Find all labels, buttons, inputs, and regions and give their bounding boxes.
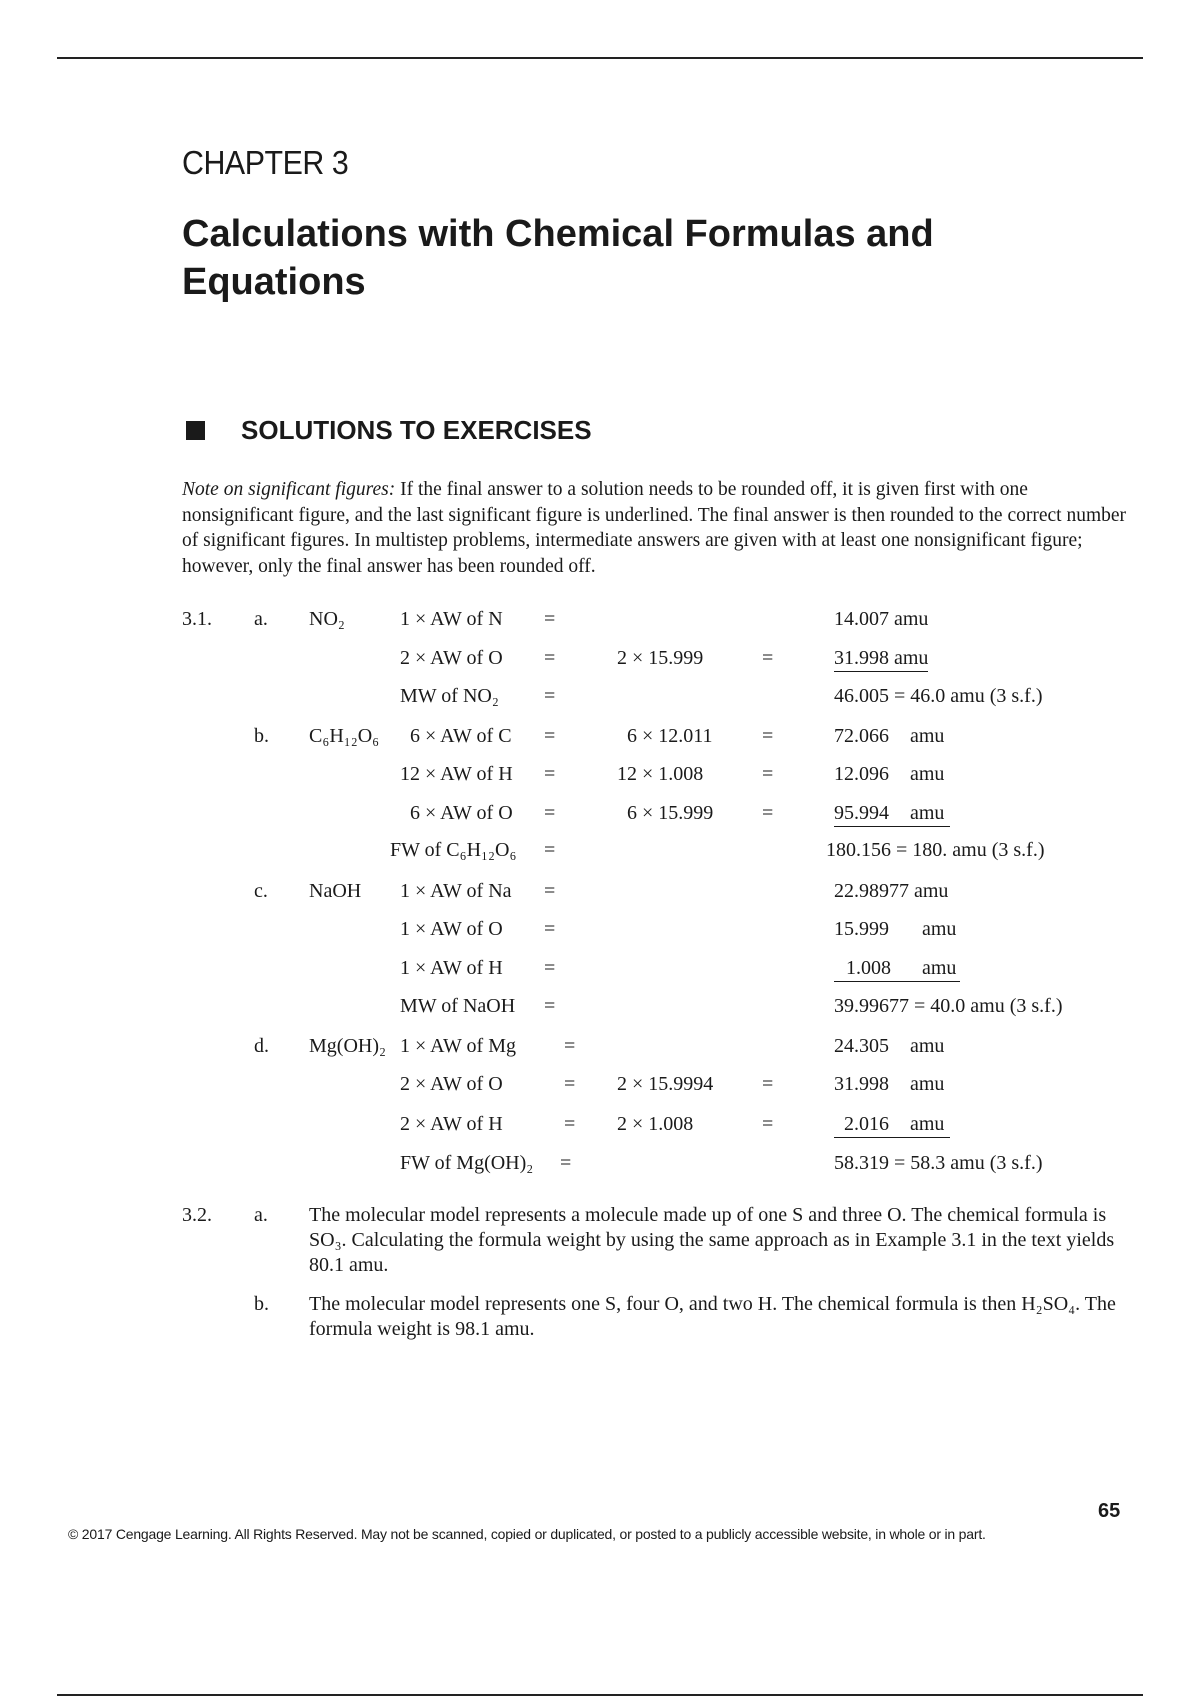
calc-unit: amu xyxy=(922,918,957,940)
equals-sign: = xyxy=(544,995,556,1017)
calc-unit: amu xyxy=(910,802,945,824)
note-lead: Note on significant figures: xyxy=(182,479,396,500)
top-rule xyxy=(57,57,1143,59)
significant-figures-note xyxy=(182,477,1127,579)
calc-value: 15.999 xyxy=(834,918,889,940)
section-title: SOLUTIONS TO EXERCISES xyxy=(241,415,592,445)
total-result: 58.319 = 58.3 amu (3 s.f.) xyxy=(834,1152,1043,1174)
part-letter: a. xyxy=(254,1204,268,1226)
page-number: 65 xyxy=(1098,1500,1121,1522)
total-label: FW of C₆H₁₂O₆ xyxy=(390,839,517,861)
calc-value: 72.066 xyxy=(834,725,889,747)
calc-result: 14.007 amu xyxy=(834,608,929,630)
calc-label: 1 × AW of Mg xyxy=(400,1035,516,1057)
total-label: MW of NaOH xyxy=(400,995,516,1017)
calc-expression: 2 × 15.999 xyxy=(617,647,704,669)
calc-label: 2 × AW of O xyxy=(400,647,503,669)
equals-sign: = xyxy=(544,608,556,630)
calc-value: 1.008 xyxy=(846,957,891,979)
total-result: 39.99677 = 40.0 amu (3 s.f.) xyxy=(834,995,1063,1017)
part-letter: a. xyxy=(254,608,268,630)
calc-value: 24.305 xyxy=(834,1035,889,1057)
equals-sign: = xyxy=(544,647,556,669)
calc-value: 31.998 xyxy=(834,1073,889,1095)
calc-label: 1 × AW of N xyxy=(400,608,503,630)
calc-label: 12 × AW of H xyxy=(400,763,513,785)
equals-sign: = xyxy=(762,1113,774,1135)
calc-expression: 6 × 15.999 xyxy=(627,802,714,824)
exercise-number: 3.2. xyxy=(182,1204,212,1226)
equals-sign: = xyxy=(762,725,774,747)
calc-label: 6 × AW of O xyxy=(410,802,513,824)
bottom-rule xyxy=(57,1694,1143,1696)
equals-sign: = xyxy=(762,763,774,785)
equals-sign: = xyxy=(544,763,556,785)
total-result: 46.005 = 46.0 amu (3 s.f.) xyxy=(834,685,1043,707)
part-letter: b. xyxy=(254,1293,269,1315)
chapter-label: CHAPTER 3 xyxy=(182,144,349,181)
equals-sign: = xyxy=(544,918,556,940)
calc-unit: amu xyxy=(910,1073,945,1095)
compound-formula: NaOH xyxy=(309,880,362,902)
calc-label: 1 × AW of Na xyxy=(400,880,512,902)
section-heading xyxy=(186,415,592,446)
calc-unit: amu xyxy=(910,763,945,785)
calc-label: 6 × AW of C xyxy=(410,725,512,747)
equals-sign: = xyxy=(544,957,556,979)
calc-value: 12.096 xyxy=(834,763,889,785)
calc-expression: 2 × 15.9994 xyxy=(617,1073,714,1095)
square-bullet-icon xyxy=(186,421,205,440)
total-label: FW of Mg(OH)₂ xyxy=(400,1152,534,1174)
equals-sign: = xyxy=(544,839,556,861)
calc-result: 31.998 amu xyxy=(834,646,928,672)
compound-formula: Mg(OH)₂ xyxy=(309,1035,386,1057)
calc-expression: 2 × 1.008 xyxy=(617,1113,694,1135)
equals-sign: = xyxy=(544,802,556,824)
equals-sign: = xyxy=(762,1073,774,1095)
equals-sign: = xyxy=(564,1113,576,1135)
chapter-title: Calculations with Chemical Formulas and Equations xyxy=(182,213,934,303)
equals-sign: = xyxy=(544,725,556,747)
part-letter: c. xyxy=(254,880,268,902)
equals-sign: = xyxy=(564,1035,576,1057)
calc-value-underlined xyxy=(834,1112,950,1138)
total-label: MW of NO₂ xyxy=(400,685,499,707)
calc-label: 2 × AW of H xyxy=(400,1113,503,1135)
part-letter: d. xyxy=(254,1035,269,1057)
equals-sign: = xyxy=(544,880,556,902)
compound-formula: C₆H₁₂O₆ xyxy=(309,725,380,747)
calc-label: 2 × AW of O xyxy=(400,1073,503,1095)
equals-sign: = xyxy=(762,802,774,824)
calc-value-underlined xyxy=(834,956,960,982)
answer-paragraph: The molecular model represents a molecule made up of one S and three O. The chemical formula is SO₃. Calculating the formula weight by using the same approach as in Example 3.1 in the text yields 80.1 amu. xyxy=(309,1204,1115,1276)
copyright-footer: © 2017 Cengage Learning. All Rights Reserved. May not be scanned, copied or duplicated, or posted to a publicly accessible website, in whole or in part. xyxy=(68,1526,986,1542)
calc-value-underlined xyxy=(834,801,950,827)
calc-value: 95.994 xyxy=(834,802,889,824)
part-letter: b. xyxy=(254,725,269,747)
equals-sign: = xyxy=(762,647,774,669)
compound-formula: NO₂ xyxy=(309,608,345,630)
calc-unit: amu xyxy=(910,1113,945,1135)
exercise-number: 3.1. xyxy=(182,608,212,630)
calc-label: 1 × AW of H xyxy=(400,957,503,979)
calc-label: 1 × AW of O xyxy=(400,918,503,940)
answer-paragraph: The molecular model represents one S, four O, and two H. The chemical formula is then H₂SO₄. The formula weight is 98.1 amu. xyxy=(309,1293,1116,1340)
calc-unit: amu xyxy=(922,957,957,979)
total-result: 180.156 = 180. amu (3 s.f.) xyxy=(826,839,1045,861)
calc-unit: amu xyxy=(910,1035,945,1057)
calc-expression: 6 × 12.011 xyxy=(627,725,713,747)
calc-unit: amu xyxy=(910,725,945,747)
calc-result: 22.98977 amu xyxy=(834,880,949,902)
equals-sign: = xyxy=(560,1152,572,1174)
calc-expression: 12 × 1.008 xyxy=(617,763,704,785)
equals-sign: = xyxy=(564,1073,576,1095)
note-text: If the final answer to a solution needs to be rounded off, it is given first with one nonsignificant figure, and the last significant figure is underlined. The final answer is then rounded to the correct number of significant figures. In multistep problems, intermediate answers are given with at least one nonsignificant figure; however, only the final answer has been rounded off. xyxy=(182,479,1127,577)
equals-sign: = xyxy=(544,685,556,707)
calc-value: 2.016 xyxy=(844,1113,889,1135)
